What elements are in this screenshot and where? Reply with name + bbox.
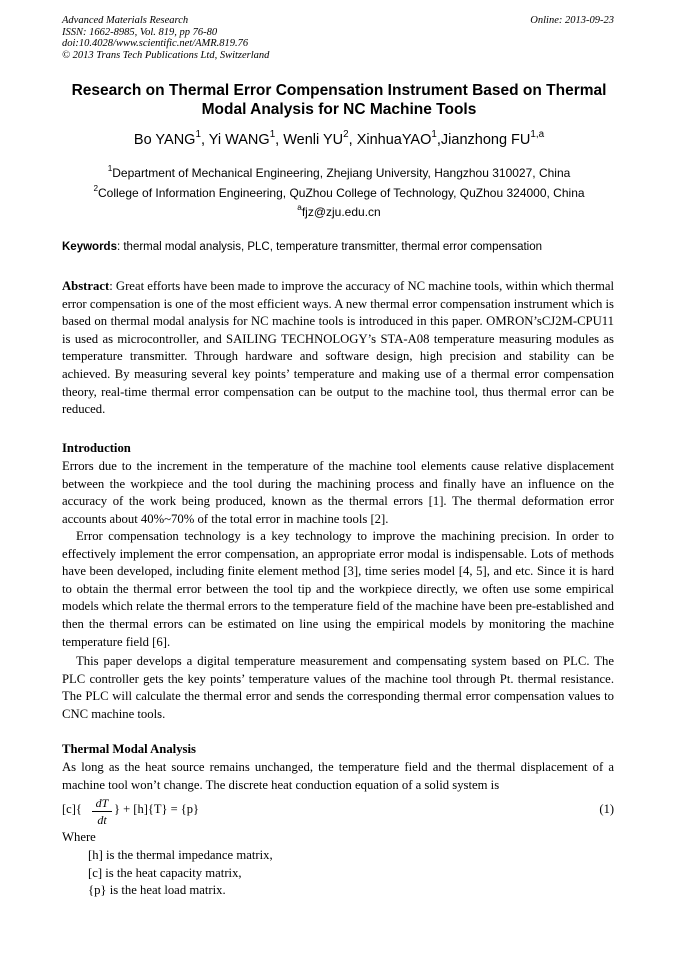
author-list <box>40 131 638 149</box>
where-label: Where <box>62 830 96 844</box>
journal-name: Advanced Materials Research <box>62 15 189 26</box>
equation-1 <box>62 796 614 832</box>
intro-paragraph-2: Error compensation technology is a key technology to improve the machining precision. In order to effectively implement the error compensation, an appropriate error modal is indispensable. Lots of methods have been developed, including finite element method [3], time series model [4, 5], and etc. Since it is hard to obtain the thermal error between the tool tip and the workpiece directly, we often use some empirical models which relate the thermal errors to the temperature field of the machine have been pre-established and then the thermal errors can be estimated on line using the empirical models by monitoring the machine temperature field [6]. <box>62 529 614 649</box>
author: XinhuaYAO$^1$, <box>356 129 441 148</box>
affiliation-1: $^1$Department of Mechanical Engineering, Zhejiang University, Hangzhou 310027, China <box>107 164 571 180</box>
doi-line: doi:10.4028/www.scientific.net/AMR.819.76 <box>62 38 249 49</box>
title-line-2: Modal Analysis for NC Machine Tools <box>201 101 477 118</box>
author: Yi WANG$^1$, <box>208 129 284 148</box>
introduction-heading: Introduction <box>62 441 131 455</box>
equation-left: [c]{ <box>62 802 82 816</box>
equation-number: (1) <box>599 802 614 816</box>
author: Wenli $YU^2$, <box>283 129 357 148</box>
abstract: Abstract: Great efforts have been made to improve the accuracy of NC machine tools, within which thermal error compensation is one of the most efficient ways. A new thermal error compensation instrument which is based on thermal modal analysis for NC machine tools is introduced in this paper. OMRON’sCJ2M-CPU11 is used as microcontroller, and SAILING TECHNOLOGY’s STA-A08 temperature measuring modules as temperature transmitter. Through hardware and software design, high precision and stability can be achieved. By measuring several key points’ temperature and making use of a thermal error compensation theory, real-time thermal error compensation can be output to the machine tool, thus thermal error can be reduced. <box>62 279 614 417</box>
author: Bo YANG$^1$, <box>133 129 209 148</box>
issn-line: ISSN: 1662-8985, Vol. 819, pp 76-80 <box>62 26 218 38</box>
author-email: $^a$fjz@zju.edu.cn <box>297 203 381 219</box>
list-item: [c] is the heat capacity matrix, <box>88 865 242 880</box>
intro-paragraph-1: Errors due to the increment in the temperature of the machine tool elements cause relative displacement between the workpiece and the tool during the machining process and finally have an influence on the accuracy of the work being produced, known as the thermal errors [1]. The thermal deformation error accounts about 40%~70% of the total error in machine tools [2]. <box>62 459 614 526</box>
title-line-1: Research on Thermal Error Compensation Instrument Based on Thermal <box>71 82 607 99</box>
equation-right: } + [h]{T} = {p} <box>114 802 200 816</box>
online-date: Online: 2013-09-23 <box>530 15 614 26</box>
paper-title <box>50 81 628 119</box>
thermal-modal-heading: Thermal Modal Analysis <box>62 742 196 756</box>
journal-header <box>62 15 614 61</box>
where-list <box>88 847 273 900</box>
list-item: {p} is the heat load matrix. <box>88 883 226 898</box>
copyright-line: © 2013 Trans Tech Publications Ltd, Switzerland <box>62 49 270 61</box>
keywords: Keywords: thermal modal analysis, PLC, temperature transmitter, thermal error compensation <box>62 241 543 253</box>
list-item: [h] is the thermal impedance matrix, <box>88 848 273 862</box>
equation-derivative: dT dt <box>92 796 112 827</box>
author: Jianzhong FU$^{1,a}$ <box>440 129 545 148</box>
thermal-modal-paragraph: As long as the heat source remains unchanged, the temperature field and the thermal displacement of a machine tool won’t change. The discrete heat conduction equation of a solid system is <box>62 760 614 792</box>
affiliation-2: $^2$College of Information Engineering, QuZhou College of Technology, QuZhou 324000, China <box>93 184 585 200</box>
intro-paragraph-3: This paper develops a digital temperature measurement and compensating system based on PLC. The PLC controller gets the key points’ temperature values of the machine tool through Pt. thermal resistance. The PLC will calculate the thermal error and sends the corresponding thermal error compensation values to CNC machine tools. <box>62 654 614 721</box>
